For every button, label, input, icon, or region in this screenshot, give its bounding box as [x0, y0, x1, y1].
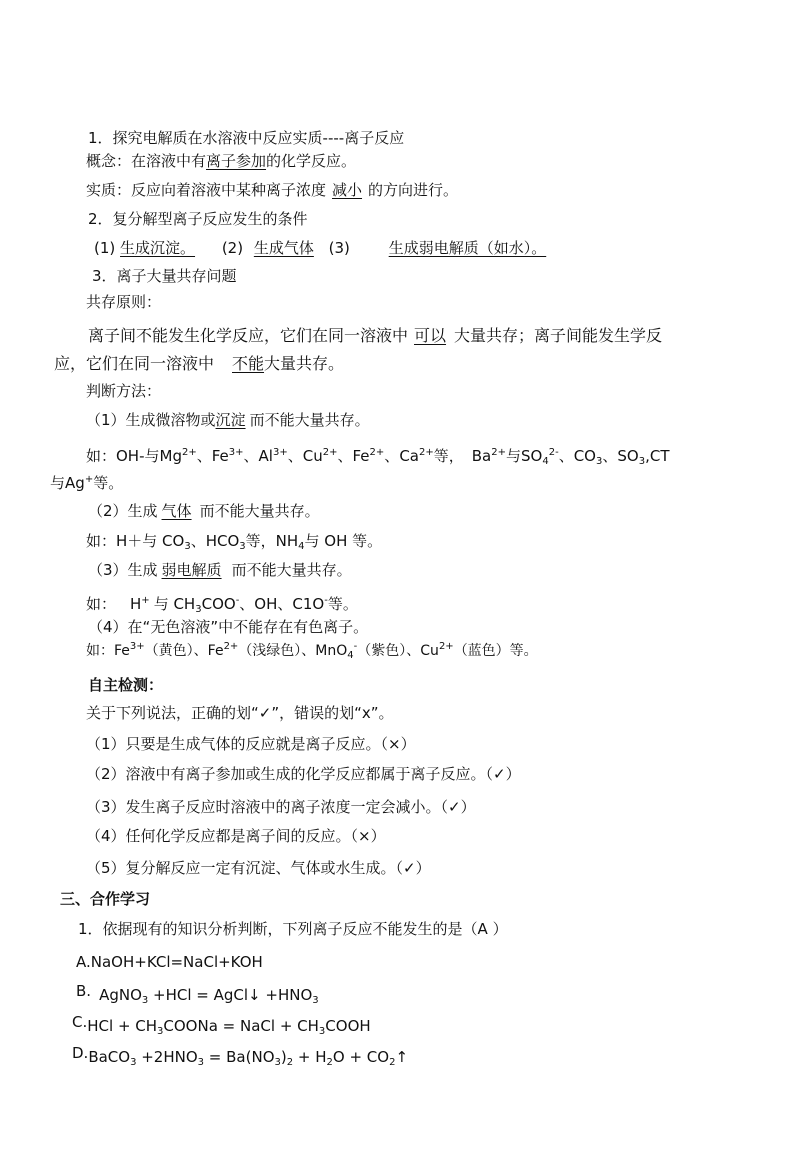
- ion-charge: 2+: [322, 447, 338, 458]
- principle-2-prefix: 应，它们在同一溶液中: [54, 354, 215, 373]
- option-b: [76, 982, 319, 1011]
- concept-line: [86, 151, 356, 171]
- ion-charge: -: [235, 595, 240, 606]
- principle-2-blank: 不能: [232, 354, 265, 373]
- ion-color-text: （紫色）、Cu: [357, 643, 439, 659]
- ion-coo: COO: [201, 595, 236, 613]
- ion-subscript: 4: [298, 541, 305, 552]
- formula-part: BaCO: [88, 1048, 131, 1066]
- method-1-line: [86, 410, 370, 430]
- method-3-example: [86, 591, 358, 620]
- ion-subscript: 4: [542, 456, 549, 467]
- ion-charge: 2+: [369, 447, 385, 458]
- ion-fe: Fe: [211, 447, 229, 465]
- formula-subscript: 2: [286, 1057, 294, 1068]
- principle-line-1: [88, 326, 662, 346]
- essence-line: [86, 180, 458, 200]
- ion-charge: +: [141, 595, 150, 606]
- method-4-example: [86, 637, 538, 666]
- method-label: 判断方法：: [86, 382, 162, 400]
- ion-charge: -: [353, 641, 358, 652]
- principle-line-2: [54, 354, 344, 374]
- separator: 、: [287, 447, 303, 465]
- method-1-suffix: 而不能大量共存。: [249, 411, 370, 429]
- ion-cu: Cu: [302, 447, 323, 465]
- formula-part: ): [280, 1048, 287, 1066]
- option-label: D.: [72, 1044, 89, 1062]
- separator: 、: [602, 447, 618, 465]
- separator: 、: [243, 447, 259, 465]
- ion-charge: 3+: [272, 447, 288, 458]
- ion-ct: ,CT: [645, 447, 670, 465]
- formula-subscript: 3: [197, 1057, 205, 1068]
- ion-ag: Ag: [65, 474, 85, 492]
- etc-text: 等。: [93, 474, 124, 492]
- self-check-item: （5）复分解反应一定有沉淀、气体或水生成。（✓）: [86, 859, 431, 877]
- example-tail: 与 OH 等。: [304, 532, 383, 550]
- ion-subscript: 3: [195, 604, 202, 615]
- formula-subscript: 3: [318, 1026, 326, 1037]
- formula-subscript: 3: [141, 995, 149, 1006]
- condition-2-blank: 生成气体: [253, 239, 314, 257]
- condition-1-number: (1): [94, 239, 116, 257]
- ion-charge: 2+: [438, 641, 454, 652]
- ion-co3: CO: [573, 447, 596, 465]
- ion-h: H: [130, 595, 142, 613]
- principle-label: 共存原则：: [86, 293, 162, 311]
- formula-part: + H: [293, 1048, 327, 1066]
- condition-2-number: (2): [221, 239, 244, 257]
- ion-charge: 2+: [223, 641, 239, 652]
- method-1-example-line-1: [86, 443, 669, 472]
- method-1-example-line-2: [50, 470, 123, 493]
- example-tail: 等。: [327, 595, 358, 613]
- etc-text: 等，: [433, 447, 464, 465]
- separator: 、: [558, 447, 574, 465]
- ion-subscript: 3: [638, 456, 646, 467]
- formula-subscript: 2: [389, 1057, 396, 1068]
- ion-fe2: Fe: [352, 447, 370, 465]
- formula-part: +2HNO: [136, 1048, 198, 1066]
- formula-part: +HCl = AgCl↓ +HNO: [148, 986, 313, 1004]
- formula-part: HCl + CH: [87, 1017, 158, 1035]
- formula-part: O + CO: [332, 1048, 390, 1066]
- ion-charge: 3+: [228, 447, 244, 458]
- ion-charge: 2+: [418, 447, 434, 458]
- method-1-blank: 沉淀: [215, 411, 246, 429]
- ion-mg: Mg: [159, 447, 182, 465]
- ion-charge: -: [324, 595, 328, 606]
- section-three-title: 三、合作学习: [60, 890, 151, 908]
- separator: 、: [384, 447, 400, 465]
- option-a: A.NaOH+KCl=NaCl+KOH: [76, 953, 263, 971]
- ion-charge: 3+: [129, 641, 145, 652]
- method-2-example: [86, 531, 382, 557]
- section-1-title: 1．探究电解质在水溶液中反应实质----离子反应: [88, 129, 405, 147]
- ion-color-text: （黄色）、Fe: [144, 643, 224, 659]
- section-3-title: 3．离子大量共存问题: [92, 267, 237, 285]
- example-lead: 如：H＋与 CO: [86, 532, 185, 550]
- formula-part: COOH: [325, 1017, 371, 1035]
- separator: 、: [337, 447, 353, 465]
- formula-subscript: 2: [326, 1057, 333, 1068]
- self-check-item: （3）发生离子反应时溶液中的离子浓度一定会减小。（✓）: [86, 798, 476, 816]
- example-lead: 如：OH-与: [86, 447, 160, 465]
- ion-subscript: 3: [595, 456, 603, 467]
- option-c: [72, 1013, 371, 1042]
- formula-subscript: 3: [130, 1057, 137, 1068]
- method-2-suffix: 而不能大量共存。: [199, 502, 320, 520]
- self-check-intro: 关于下列说法，正确的划“✓”，错误的划“x”。: [86, 704, 394, 722]
- principle-1-blank: 可以: [414, 326, 447, 345]
- ion-ba: Ba: [471, 447, 492, 465]
- condition-3-blank: 生成弱电解质（如水）。: [388, 239, 547, 257]
- formula-part: COONa = NaCl + CH: [163, 1017, 319, 1035]
- self-check-item: （4）任何化学反应都是离子间的反应。（×）: [86, 827, 386, 845]
- ion-ch3coo: 与 CH: [153, 595, 196, 613]
- ion-subscript: 3: [239, 541, 246, 552]
- essence-prefix: 实质：反应向着溶液中某种离子浓度: [86, 181, 327, 199]
- self-check-item: （2）溶液中有离子参加或生成的化学反应都属于离子反应。（✓）: [86, 765, 521, 783]
- ion-subscript: 4: [347, 650, 354, 661]
- formula-subscript: 3: [312, 995, 319, 1006]
- option-d: [72, 1044, 409, 1073]
- essence-suffix: 的方向进行。: [368, 181, 459, 199]
- ion-charge: 2-: [548, 447, 559, 458]
- method-4-line: （4）在“无色溶液”中不能存在有色离子。: [88, 618, 369, 636]
- example-lead: 如：: [86, 595, 117, 613]
- principle-2-suffix: 大量共存。: [264, 354, 345, 373]
- ion-charge: +: [84, 474, 94, 485]
- condition-3-number: (3): [328, 239, 350, 257]
- ion-hco3: 、HCO: [190, 532, 240, 550]
- ion-al: Al: [258, 447, 273, 465]
- ion-subscript: 3: [184, 541, 191, 552]
- option-label: B.: [76, 982, 92, 1000]
- formula-subscript: 3: [274, 1057, 281, 1068]
- concept-blank: 离子参加: [206, 152, 267, 170]
- self-check-title: 自主检测：: [88, 676, 164, 694]
- ion-color-text: （浅绿色）、MnO: [238, 643, 348, 659]
- with-text: 与: [505, 447, 521, 465]
- method-2-line: [88, 501, 320, 521]
- up-arrow: ↑: [395, 1048, 409, 1066]
- essence-blank: 减小: [332, 181, 363, 199]
- separator: 、: [196, 447, 212, 465]
- conditions-line: [94, 238, 546, 258]
- ion-ca: Ca: [399, 447, 419, 465]
- ion-charge: 2+: [491, 447, 506, 458]
- method-3-suffix: 而不能大量共存。: [231, 561, 352, 579]
- method-3-prefix: （3）生成: [88, 561, 158, 579]
- formula-part: AgNO: [99, 986, 142, 1004]
- self-check-item: （1）只要是生成气体的反应就是离子反应。（×）: [86, 735, 416, 753]
- ion-so3: SO: [617, 447, 639, 465]
- method-3-blank: 弱电解质: [161, 561, 222, 579]
- method-2-prefix: （2）生成: [88, 502, 158, 520]
- option-label: C.: [72, 1013, 88, 1031]
- method-3-line: [88, 560, 352, 580]
- method-1-prefix: （1）生成微溶物或: [86, 411, 216, 429]
- ion-color-text: （蓝色）等。: [453, 643, 538, 659]
- question-1: 1．依据现有的知识分析判断，下列离子反应不能发生的是（A ）: [78, 920, 508, 938]
- method-2-blank: 气体: [161, 502, 192, 520]
- example-lead: 如：Fe: [86, 643, 130, 659]
- principle-1-suffix: 大量共存；离子间能发生学反: [454, 326, 663, 345]
- ion-charge: 2+: [181, 447, 197, 458]
- section-2-title: 2．复分解型离子反应发生的条件: [88, 210, 308, 228]
- formula-part: = Ba(NO: [204, 1048, 275, 1066]
- concept-suffix: 的化学反应。: [266, 152, 357, 170]
- ion-so4: SO: [521, 447, 543, 465]
- ion-oh-clo: 、OH、C1O: [239, 595, 325, 613]
- condition-1-blank: 生成沉淀。: [120, 239, 196, 257]
- principle-1-prefix: 离子间不能发生化学反应，它们在同一溶液中: [88, 326, 409, 345]
- concept-prefix: 概念：在溶液中有: [86, 152, 207, 170]
- with-text: 与: [50, 474, 66, 492]
- ion-nh4: 等，NH: [245, 532, 299, 550]
- formula-subscript: 3: [157, 1026, 164, 1037]
